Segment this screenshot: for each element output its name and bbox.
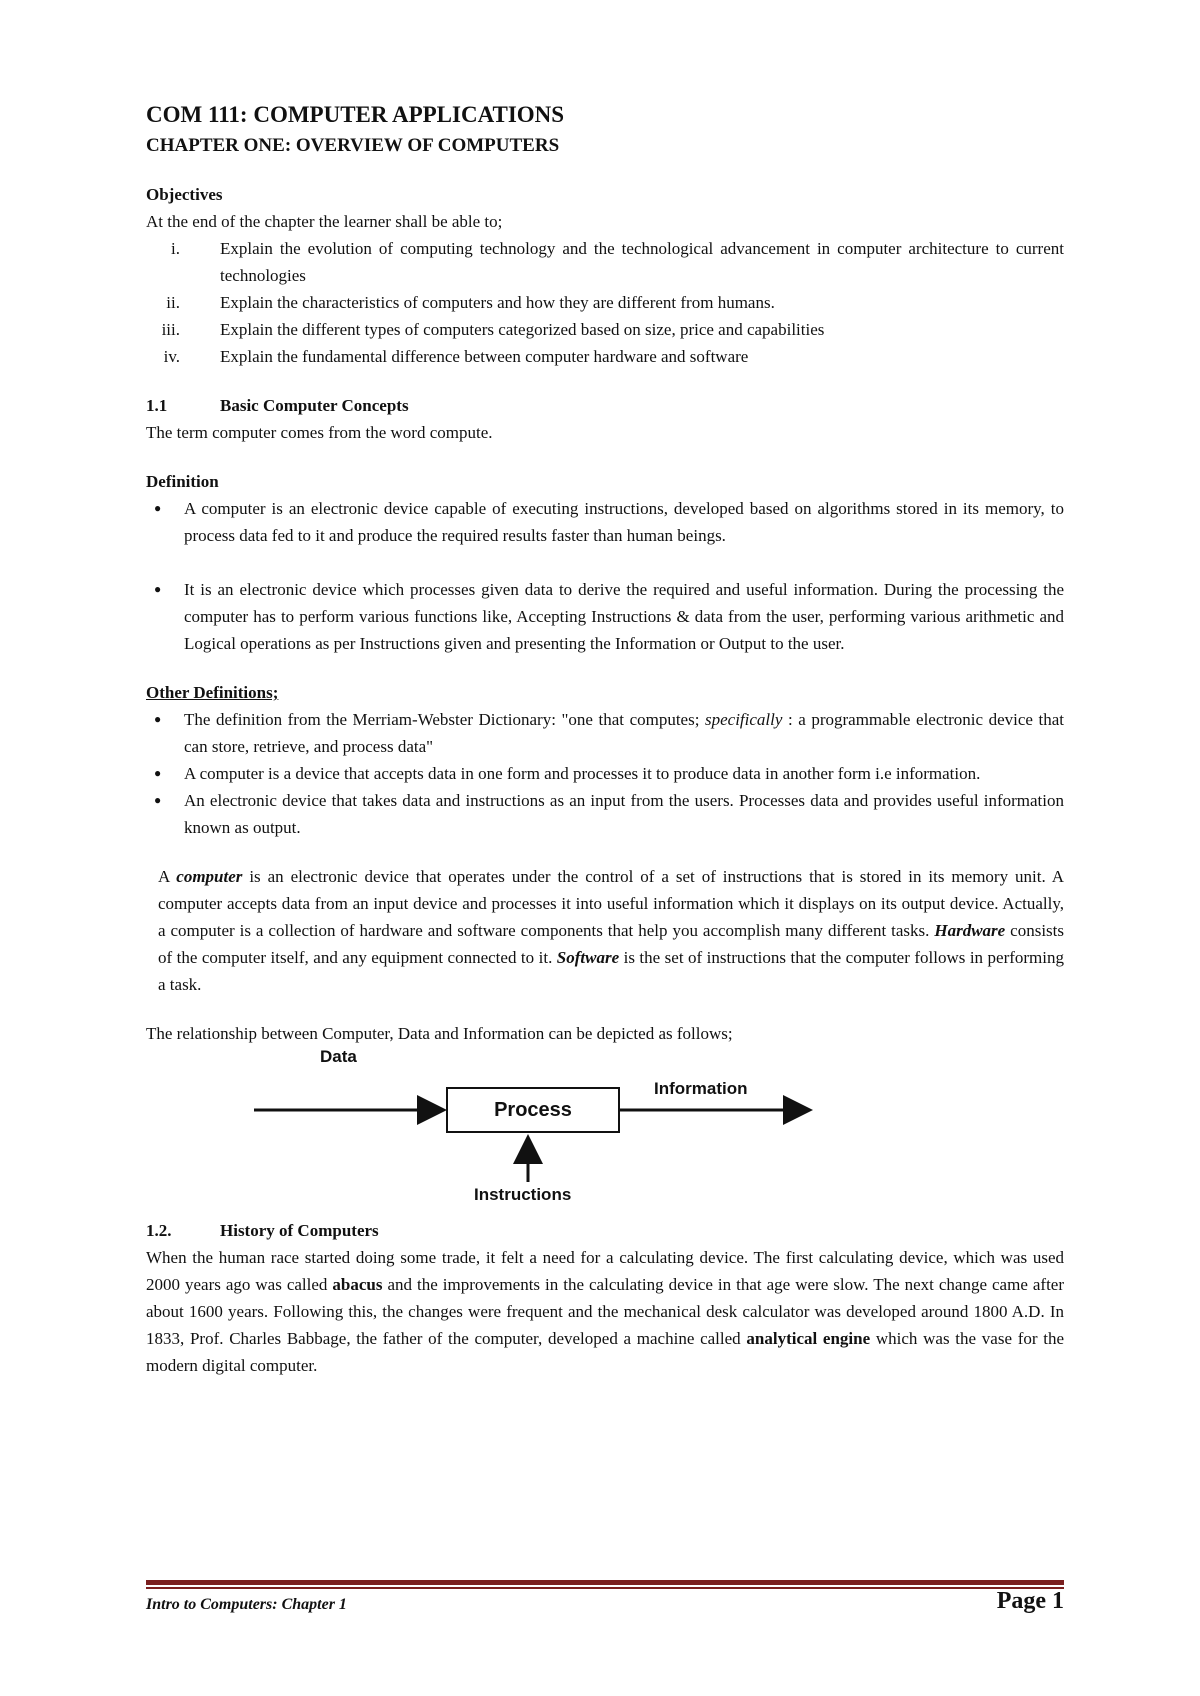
list-item: ii. Explain the characteristics of computers and how they are different from humans. — [166, 293, 775, 312]
page-number: Page 1 — [996, 1588, 1064, 1614]
other-definitions-list — [146, 706, 1064, 841]
process-label: Process — [494, 1098, 572, 1121]
section-text: The term computer comes from the word compute. — [146, 423, 493, 442]
computer-paragraph: A computer is an electronic device that operates under the control of a set of instructions that is stored in its memory unit. A computer accepts data from an input device and processes it into useful information which it displays on its output device. Actually, a computer is a collection of hardware and software components that help you accomplish many different tasks. Hardware consists of the computer itself, and any equipment connected to it. Software is the set of instructions that the computer follows in performing a task. — [158, 867, 1065, 994]
data-label: Data — [320, 1047, 357, 1066]
footer-rule-thick — [146, 1580, 1064, 1585]
information-label: Information — [654, 1079, 748, 1098]
definition-heading: Definition — [146, 472, 219, 491]
objectives-list — [146, 235, 1064, 370]
history-paragraph: When the human race started doing some trade, it felt a need for a calculating device. The first calculating device, which was used 2000 years ago was called abacus and the improvements in the calculating device in that age were slow. The next change came after about 1600 years. Following this, the changes were frequent and the mechanical desk calculator was developed around 1800 A.D. In 1833, Prof. Charles Babbage, the father of the computer, developed a machine called analytical engine which was the vase for the modern digital computer. — [146, 1248, 1065, 1375]
section-heading: 1.1 Basic Computer Concepts — [146, 396, 409, 415]
list-item: iii. Explain the different types of computers categorized based on size, price and capabilities — [161, 320, 825, 339]
list-item: ● The definition from the Merriam-Webster Dictionary: "one that computes; specifically : a programmable electronic device that can store, retrieve, and process data" — [146, 706, 1064, 760]
chapter-title: CHAPTER ONE: OVERVIEW OF COMPUTERS — [146, 135, 560, 156]
list-item: ● It is an electronic device which processes given data to derive the required and useful information. During the processing the computer has to perform various functions like, Accepting Instructions & data from the user, performing various arithmetic and Logical operations as per Instructions given and presenting the Information or Output to the user. — [146, 576, 1064, 657]
section-heading: 1.2. History of Computers — [146, 1221, 379, 1240]
list-item: ● An electronic device that takes data and instructions as an input from the users. Processes data and provides useful information known as output. — [146, 787, 1064, 841]
document-page — [146, 100, 1064, 1379]
list-item: iv. Explain the fundamental difference between computer hardware and software — [163, 347, 749, 366]
footer-chapter-label: Intro to Computers: Chapter 1 — [146, 1596, 347, 1613]
list-item: i. Explain the evolution of computing technology and the technological advancement in computer architecture to current technologies — [171, 239, 1064, 285]
process-box — [446, 1087, 620, 1133]
list-item: ● A computer is an electronic device capable of executing instructions, developed based on algorithms stored in its memory, to process data fed to it and produce the required results faster than human beings. — [146, 495, 1064, 549]
objectives-intro: At the end of the chapter the learner shall be able to; — [146, 212, 503, 231]
list-item: ● A computer is a device that accepts data in one form and processes it to produce data in another form i.e information. — [146, 760, 1064, 787]
page-title: COM 111: COMPUTER APPLICATIONS — [146, 102, 565, 127]
data-process-diagram — [146, 1047, 1064, 1217]
definition-list — [146, 495, 1064, 549]
other-definitions-heading: Other Definitions; — [146, 683, 279, 702]
footer-rule-thin — [146, 1587, 1064, 1589]
instructions-label: Instructions — [474, 1185, 572, 1204]
relationship-text: The relationship between Computer, Data and Information can be depicted as follows; — [146, 1024, 733, 1043]
objectives-heading: Objectives — [146, 185, 223, 204]
